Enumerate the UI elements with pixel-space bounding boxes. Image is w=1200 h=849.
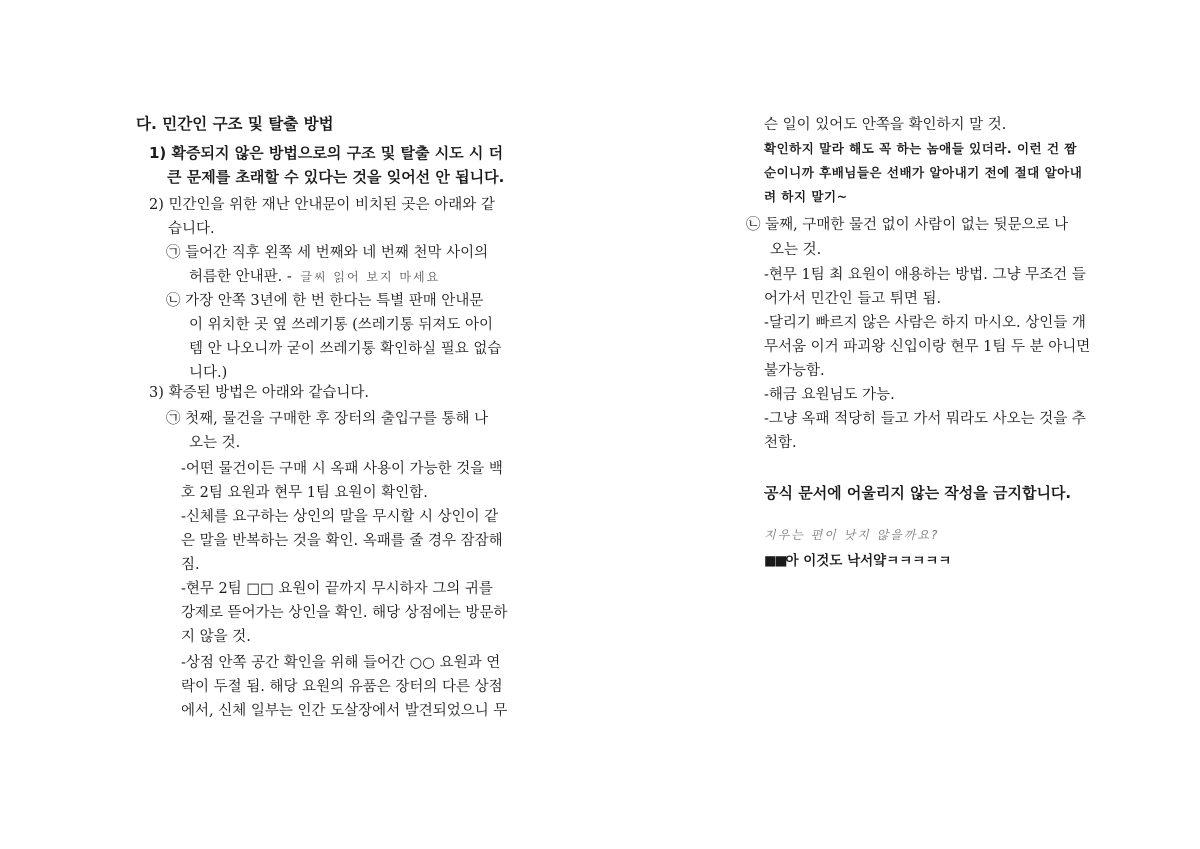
detail-2-line-1: -신체를 요구하는 상인의 말을 무시할 시 상인이 같 — [181, 509, 499, 525]
item-2a-text: 허름한 안내판. - — [189, 269, 292, 285]
section-heading: 다. 민간인 구조 및 탈출 방법 — [136, 115, 334, 133]
detail-3-line-1: -현무 2팀 □□ 요원이 끝까지 무시하자 그의 귀를 — [181, 581, 493, 597]
detail-4-line-3: 에서, 신체 일부는 인간 도살장에서 발견되었으니 무 — [181, 703, 508, 719]
item-3a-line-1: ㉠ 첫째, 물건을 구매한 후 장터의 출입구를 통해 나 — [166, 411, 489, 427]
item-2b-line-1: ㉡ 가장 안쪽 3년에 한 번 한다는 특별 판매 안내문 — [166, 293, 484, 309]
e1-line-2: 어가서 민간인 들고 튀면 됨. — [764, 291, 942, 307]
item-b-line-1: ㉡ 둘째, 구매한 물건 없이 사람이 없는 뒷문으로 나 — [746, 217, 1069, 233]
item-1-line-2: 큰 문제를 초래할 수 있다는 것을 잊어선 안 됩니다. — [167, 168, 505, 186]
e4-line-1: -그냥 옥패 적당히 들고 가서 뭐라도 사오는 것을 추 — [764, 411, 1086, 427]
faint-handwritten-note: 지우는 편이 낫지 않을까요? — [764, 528, 940, 542]
detail-2-line-3: 짐. — [181, 557, 200, 573]
handwritten-note: 글씨 읽어 보지 마세요 — [300, 270, 441, 284]
item-2-line-2: 습니다. — [168, 221, 215, 237]
item-2a-line-1: ㉠ 들어간 직후 왼쪽 세 번째와 네 번째 천막 사이의 — [166, 245, 489, 261]
handwritten-comment-line-2: 순이니까 후배님들은 선배가 알아내기 전에 절대 알아내 — [764, 165, 1083, 180]
redacted-mark: ■■ — [764, 553, 786, 569]
detail-3-line-3: 지 않을 것. — [181, 629, 251, 645]
item-1-line-1: 1) 확증되지 않은 방법으로의 구조 및 탈출 시도 시 더 — [149, 144, 504, 162]
item-2b-line-4: 니다.) — [189, 365, 228, 381]
detail-2-line-2: 은 말을 반복하는 것을 확인. 옥패를 줄 경우 잠잠해 — [181, 533, 503, 549]
detail-4-line-1: -상점 안쪽 공간 확인을 위해 들어간 ○○ 요원과 연 — [181, 655, 501, 671]
item-b-line-2: 오는 것. — [770, 242, 822, 258]
item-2b-line-3: 템 안 나오니까 굳이 쓰레기통 확인하실 필요 없습 — [189, 341, 502, 357]
detail-1-line-1: -어떤 물건이든 구매 시 옥패 사용이 가능한 것을 백 — [181, 461, 503, 477]
item-2-line-1: 2) 민간인을 위한 재난 안내문이 비치된 곳은 아래와 같 — [149, 197, 495, 213]
handwritten-comment-line-1: 확인하지 말라 해도 꼭 하는 놈애들 있더라. 이런 건 짬 — [764, 141, 1077, 156]
scribble-text: 아 이것도 낙서얔ㅋㅋㅋㅋㅋ — [785, 553, 952, 569]
e3-line-1: -해금 요원님도 가능. — [764, 387, 895, 403]
detail-1-line-2: 호 2팀 요원과 현무 1팀 요원이 확인함. — [181, 485, 428, 501]
e2-line-3: 불가능함. — [764, 363, 825, 379]
e1-line-1: -현무 1팀 최 요원이 애용하는 방법. 그냥 무조건 들 — [764, 267, 1086, 283]
item-3a-line-2: 오는 것. — [189, 435, 241, 451]
item-2a-line-2 — [189, 265, 440, 289]
warning-text: 공식 문서에 어울리지 않는 작성을 금지합니다. — [764, 484, 1072, 502]
detail-3-line-2: 강제로 뜯어가는 상인을 확인. 해당 상점에는 방문하 — [181, 605, 508, 621]
detail-4-line-2: 락이 두절 됨. 해당 요원의 유품은 장터의 다른 상점 — [181, 679, 503, 695]
e2-line-2: 무서움 이거 파괴왕 신입이랑 현무 1팀 두 분 아니면 — [764, 339, 1091, 355]
scribble-line — [764, 549, 951, 573]
item-3-line-1: 3) 확증된 방법은 아래와 같습니다. — [149, 385, 370, 401]
e4-line-2: 천함. — [764, 435, 797, 451]
handwritten-comment-line-3: 려 하지 말기~ — [764, 189, 848, 204]
item-2b-line-2: 이 위치한 곳 옆 쓰레기통 (쓰레기통 뒤져도 아이 — [189, 317, 494, 333]
continuation-line: 슨 일이 있어도 안쪽을 확인하지 말 것. — [764, 117, 1007, 133]
e2-line-1: -달리기 빠르지 않은 사람은 하지 마시오. 상인들 개 — [764, 315, 1086, 331]
